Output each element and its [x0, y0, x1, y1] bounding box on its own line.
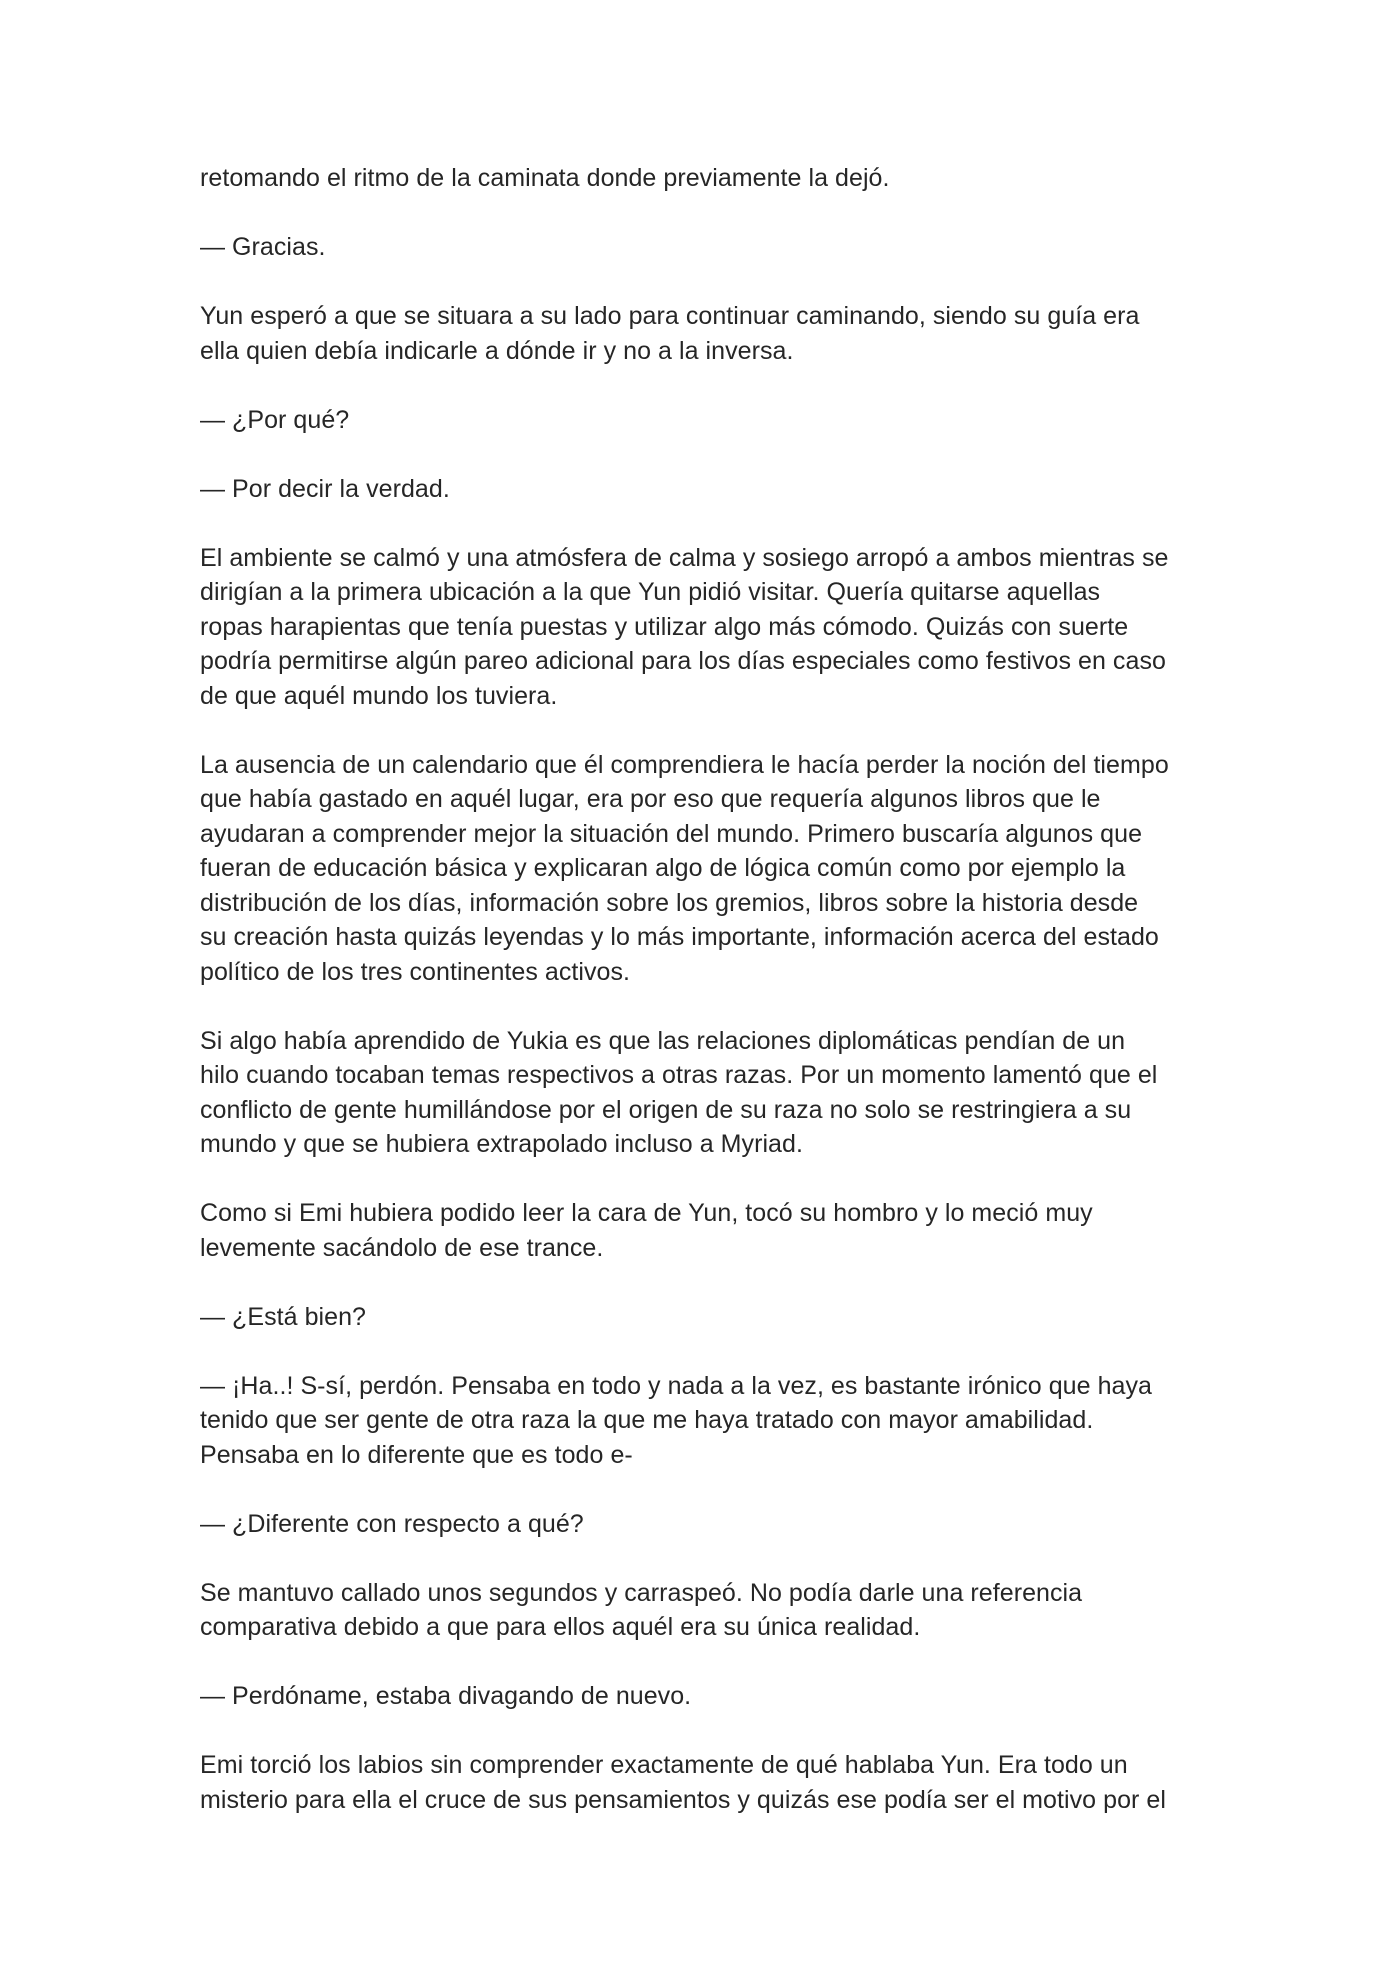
dialogue-line: — ¿Diferente con respecto a qué? [200, 1509, 584, 1538]
paragraph: Emi torció los labios sin comprender exactamente de qué hablaba Yun. Era todo un misterio para ella el cruce de sus pensamientos y quizás ese podía ser el motivo por el [200, 1751, 1166, 1814]
dialogue-line: — ¿Por qué? [200, 405, 350, 434]
paragraph: El ambiente se calmó y una atmósfera de calma y sosiego arropó a ambos mientras se dirigían a la primera ubicación a la que Yun pidió visitar. Quería quitarse aquellas ropas harapientas que tenía puestas y utilizar algo más cómodo. Quizás con suerte podría permitirse algún pareo adicional para los días especiales como festivos en caso de que aquél mundo los tuviera. [200, 543, 1169, 710]
paragraph: Yun esperó a que se situara a su lado para continuar caminando, siendo su guía era ella quien debía indicarle a dónde ir y no a la inversa. [200, 302, 1140, 365]
dialogue-line: — ¿Está bien? [200, 1302, 367, 1331]
paragraph: Si algo había aprendido de Yukia es que las relaciones diplomáticas pendían de un hilo cuando tocaban temas respectivos a otras razas. Por un momento lamentó que el conflicto de gente humillándose por el origen de su raza no solo se restringiera a su mundo y que se hubiera extrapolado incluso a Myriad. [200, 1026, 1158, 1158]
paragraph: retomando el ritmo de la caminata donde previamente la dejó. [200, 164, 890, 192]
paragraph: La ausencia de un calendario que él comprendiera le hacía perder la noción del tiempo que había gastado en aquél lugar, era por eso que requería algunos libros que le ayudaran a comprender mejor la situación del mundo. Primero buscaría algunos que fueran de educación básica y explicaran algo de lógica común como por ejemplo la distribución de los días, información sobre los gremios, libros sobre la historia desde su creación hasta quizás leyendas y lo más importante, información acerca del estado político de los tres continentes activos. [200, 750, 1169, 986]
paragraph: Como si Emi hubiera podido leer la cara de Yun, tocó su hombro y lo meció muy levemente sacándolo de ese trance. [200, 1199, 1093, 1262]
dialogue-line: — Por decir la verdad. [200, 474, 450, 503]
paragraph: Se mantuvo callado unos segundos y carraspeó. No podía darle una referencia comparativa debido a que para ellos aquél era su única realidad. [200, 1578, 1083, 1641]
dialogue-line: — ¡Ha..! S-sí, perdón. Pensaba en todo y nada a la vez, es bastante irónico que haya tenido que ser gente de otra raza la que me haya tratado con mayor amabilidad. Pensaba en lo diferente que es todo e- [200, 1371, 1153, 1469]
document-body [200, 161, 1210, 1852]
dialogue-line: — Perdóname, estaba divagando de nuevo. [200, 1682, 692, 1710]
dialogue-line: — Gracias. [200, 233, 326, 261]
